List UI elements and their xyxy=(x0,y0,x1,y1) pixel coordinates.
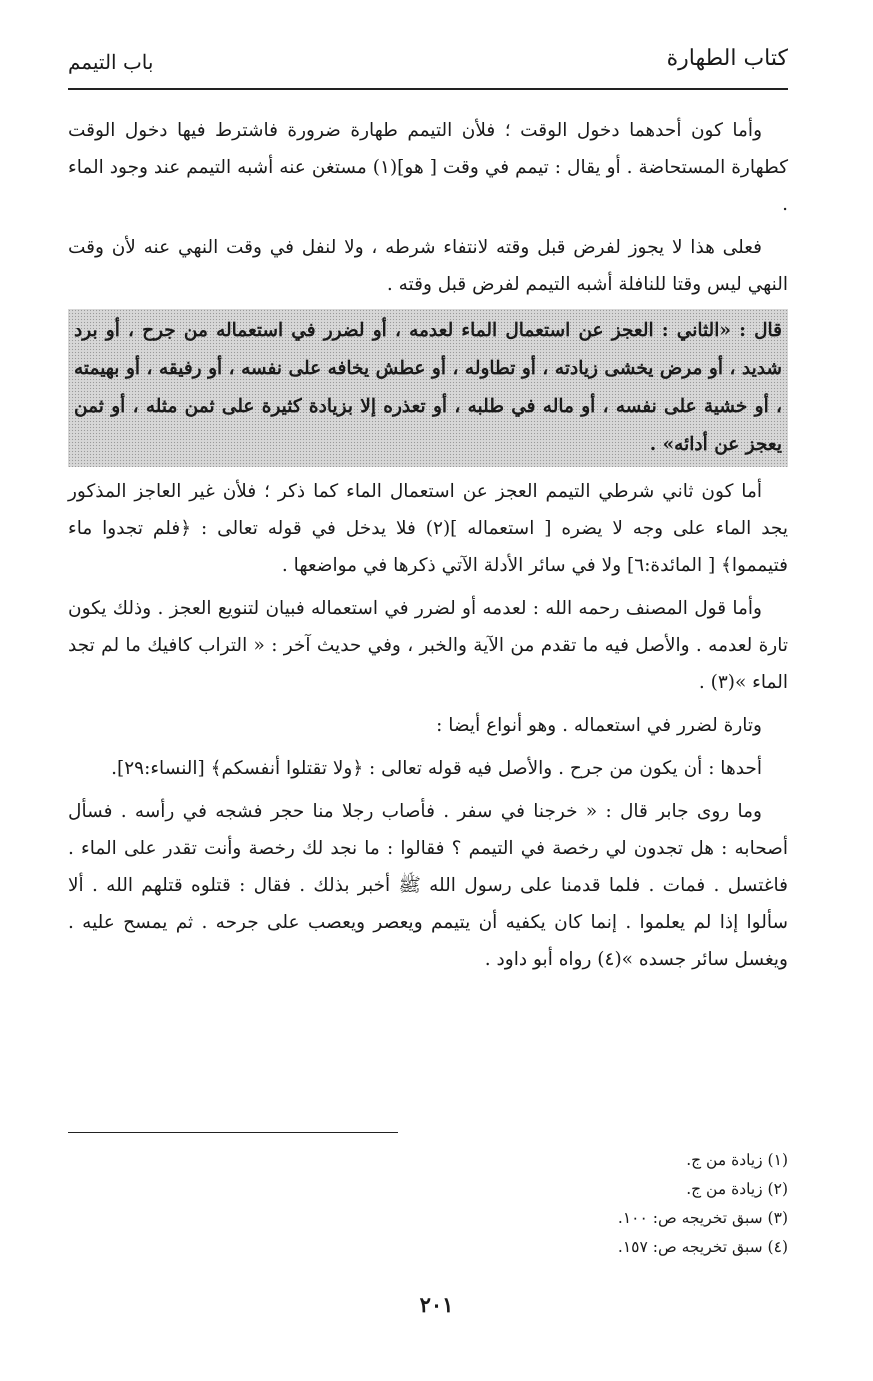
paragraph: وأما كون أحدهما دخول الوقت ؛ فلأن التيمم طهارة ضرورة فاشترط فيها دخول الوقت كطهارة المستحاضة . أو يقال : تيمم في وقت [ هو](١) مستغن عنه أشبه التيمم عند وجود الماء . xyxy=(68,120,788,215)
paragraph: وما روى جابر قال : « خرجنا في سفر . فأصاب رجلا منا حجر فشجه في رأسه . فسأل أصحابه : هل تجدون لي رخصة في التيمم ؟ فقالوا : ما نجد لك رخصة وأنت تقدر على الماء . فاغتسل . فمات . فلما قدمنا على رسول الله ﷺ أخبر بذلك . فقال : قتلوه قتلهم الله . ألا سألوا إذا لم يعلموا . إنما كان يكفيه أن يتيمم ويعصر ويعصب على جرحه . ثم يمسح عليه . ويغسل سائر جسده »(٤) رواه أبو داود . xyxy=(68,801,788,970)
footnote: (٣) سبق تخريجه ص: ١٠٠. xyxy=(617,1209,788,1227)
paragraph: أحدها : أن يكون من جرح . والأصل فيه قوله تعالى : ﴿ولا تقتلوا أنفسكم﴾ [النساء:٢٩]. xyxy=(111,758,762,779)
footnote: (٢) زيادة من ج. xyxy=(686,1180,788,1198)
paragraph: أما كون ثاني شرطي التيمم العجز عن استعمال الماء كما ذكر ؛ فلأن غير العاجز المذكور يجد الماء على وجه لا يضره [ استعماله ](٢) فلا يدخل في قوله تعالى : ﴿فلم تجدوا ماء فتيمموا﴾ [ المائدة:٦] ولا في سائر الأدلة الآتي ذكرها في مواضعها . xyxy=(68,481,789,576)
running-header xyxy=(68,42,788,90)
footnotes xyxy=(420,1146,788,1262)
footnote: (١) زيادة من ج. xyxy=(686,1151,788,1169)
book-title: كتاب الطهارة xyxy=(666,46,788,71)
main-text xyxy=(68,112,788,984)
chapter-title: باب التيمم xyxy=(68,50,154,74)
page-number: ٢٠١ xyxy=(419,1292,454,1317)
matn-quote-highlighted: قال : «الثاني : العجز عن استعمال الماء لعدمه ، أو لضرر في استعماله من جرح ، أو برد شديد ، أو مرض يخشى زيادته ، أو تطاوله ، أو عطش يخافه على نفسه ، أو رفيقه ، أو بهيمته ، أو خشية على نفسه ، أو ماله في طلبه ، أو تعذره إلا بزيادة كثيرة على ثمن مثله ، أو ثمن يعجز عن أدائه» . xyxy=(68,309,788,467)
paragraph: فعلى هذا لا يجوز لفرض قبل وقته لانتفاء شرطه ، ولا لنفل في وقت النهي عنه لأن وقت النهي ليس وقتا للنافلة أشبه التيمم لفرض قبل وقته . xyxy=(68,237,788,295)
paragraph: وأما قول المصنف رحمه الله : لعدمه أو لضرر في استعماله فبيان لتنويع العجز . وذلك يكون تارة لعدمه . والأصل فيه ما تقدم من الآية والخبر ، وفي حديث آخر : « التراب كافيك ما لم تجد الماء »(٣) . xyxy=(68,598,788,693)
footnote: (٤) سبق تخريجه ص: ١٥٧. xyxy=(617,1238,788,1256)
paragraph: وتارة لضرر في استعماله . وهو أنواع أيضا : xyxy=(436,715,762,736)
footnote-separator xyxy=(68,1132,398,1133)
